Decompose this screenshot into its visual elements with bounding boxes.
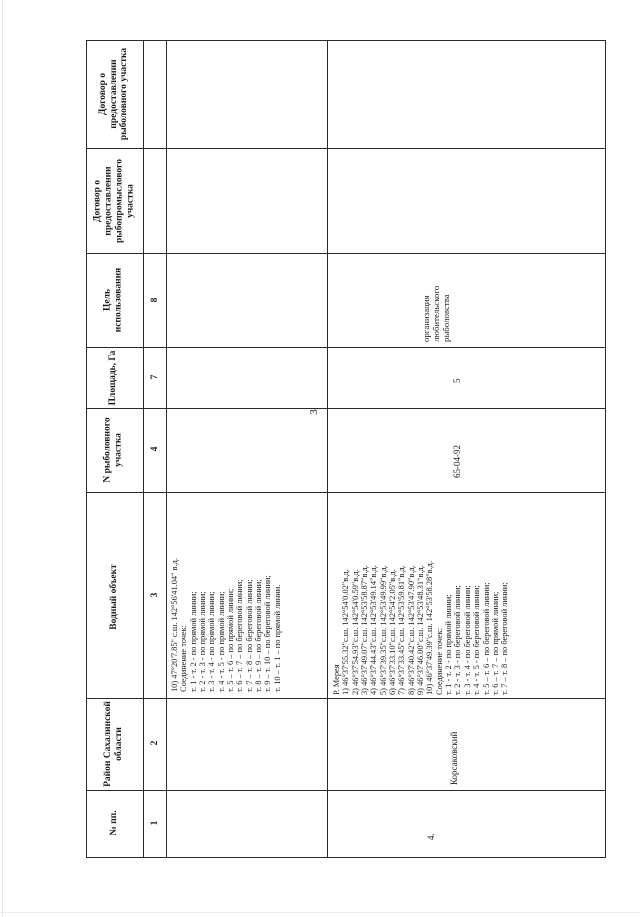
text-line: 1) 46°37'55.32"с.ш. 142°54'0.02"в.д. xyxy=(341,569,351,695)
registry-table xyxy=(86,40,606,858)
text-line: 6) 46°37'33.10"с.ш. 142°54'2.05"в.д. xyxy=(388,569,398,695)
text-line: т. 6 – т. 7 – по береговой линии; xyxy=(235,579,245,692)
row4-district: Корсаковский xyxy=(449,731,459,785)
text-line: 3) 46°37'49.07"с.ш. 142°53'58.87"в.д. xyxy=(360,565,370,695)
text-line: т. 7 – т. 8 – по береговой линии; xyxy=(244,579,254,692)
text-line: т. 9 – т. 10 – по береговой линии; xyxy=(263,575,273,692)
text-line: 7) 46°37'33.45"с.ш. 142°53'59.81"в.д. xyxy=(397,565,407,695)
text-line: т. 7 – т. 8 – по береговой линии; xyxy=(500,582,510,695)
col-number-8: 8 xyxy=(150,297,160,303)
col-number-2: 2 xyxy=(150,740,160,746)
header-purpose: Цель использования xyxy=(102,267,124,333)
col-number-7: 7 xyxy=(150,374,160,380)
header-area: Площадь, Га xyxy=(107,350,118,406)
row4-area: 5 xyxy=(452,378,462,383)
text-line: т. 4 - т. 5 - по прямой линии; xyxy=(216,591,226,692)
header-num: № пп. xyxy=(108,810,119,836)
row4-site-number: 65-04-92 xyxy=(452,445,462,478)
text-line: Соединение точек: xyxy=(434,627,444,695)
text-line: Р. Мерея xyxy=(332,664,341,695)
text-line: 2) 46°37'54.93"с.ш. 142°54'0.59"в.д. xyxy=(350,569,360,695)
header-site-number: N рыболовного участка xyxy=(102,417,124,483)
row4-num: 4. xyxy=(426,833,436,840)
text-line: 5) 46°37'39.35"с.ш. 142°53'49.99"в.д. xyxy=(378,565,388,695)
col-number-3: 3 xyxy=(150,592,160,598)
text-line: т. 3 - т. 4 - по береговой линии; xyxy=(462,585,472,695)
text-line: т. 1 - т. 2 - по прямой линии; xyxy=(444,594,454,695)
text-line: Соединение точек: xyxy=(179,624,189,692)
text-line: т. 4 - т. 5 - по береговой линии; xyxy=(472,585,482,695)
page-number: 3 xyxy=(307,409,320,415)
row4-water-object xyxy=(332,561,510,695)
text-line: т. 3 - т. 4 - по прямой линии; xyxy=(207,591,217,692)
scan-edge-bottom xyxy=(0,912,640,913)
header-water-object: Водный объект xyxy=(108,564,119,630)
text-line: 9) 46°37'46.00"с.ш. 142°53'48.31"в.д. xyxy=(416,565,426,695)
text-line: т. 6 – т. 7 – по прямой линии; xyxy=(490,591,500,695)
text-line: 8) 46°37'40.42"с.ш. 142°53'47.90"в.д. xyxy=(406,565,416,695)
text-line: т. 10 – т. 1 – по прямой линии. xyxy=(272,584,282,692)
header-contract-fishing-industry: Договор о предоставлении рыбопромыслового участка xyxy=(92,159,136,243)
text-line: т. 8 – т. 9 – по береговой линии; xyxy=(254,579,264,692)
text-line: т. 1 - т. 2 - по прямой линии; xyxy=(188,591,198,692)
text-line: 4) 46°37'44.43"с.ш. 142°53'49.14"в.д. xyxy=(369,565,379,695)
row4-purpose xyxy=(421,286,451,342)
text-line: т. 2 - т. 3 - по береговой линии; xyxy=(453,585,463,695)
header-contract-fishing-site: Договор о предоставлении рыболовного участка xyxy=(97,47,130,141)
text-line: рыболовства xyxy=(441,294,451,342)
text-line: т. 5 – т. 6 – по прямой линии; xyxy=(226,588,236,692)
text-line: 10) 47°20'7.85" с.ш. 142°56'41.04" в.д. xyxy=(170,557,179,692)
col-number-1: 1 xyxy=(150,820,160,826)
text-line: т. 5 – т. 6 – по береговой линии; xyxy=(481,582,491,695)
text-line: любительского xyxy=(431,285,441,342)
prev-row-water-object xyxy=(170,558,282,692)
header-district: Район Сахалинской области xyxy=(103,701,124,787)
col-number-4: 4 xyxy=(150,446,160,452)
scan-edge xyxy=(2,0,3,917)
text-line: организация xyxy=(421,295,431,342)
text-line: т. 2 - т. 3 - по прямой линии; xyxy=(198,591,208,692)
text-line: 10) 46°37'49.39"с.ш. 142°53'58.28"в.д. xyxy=(425,560,435,695)
